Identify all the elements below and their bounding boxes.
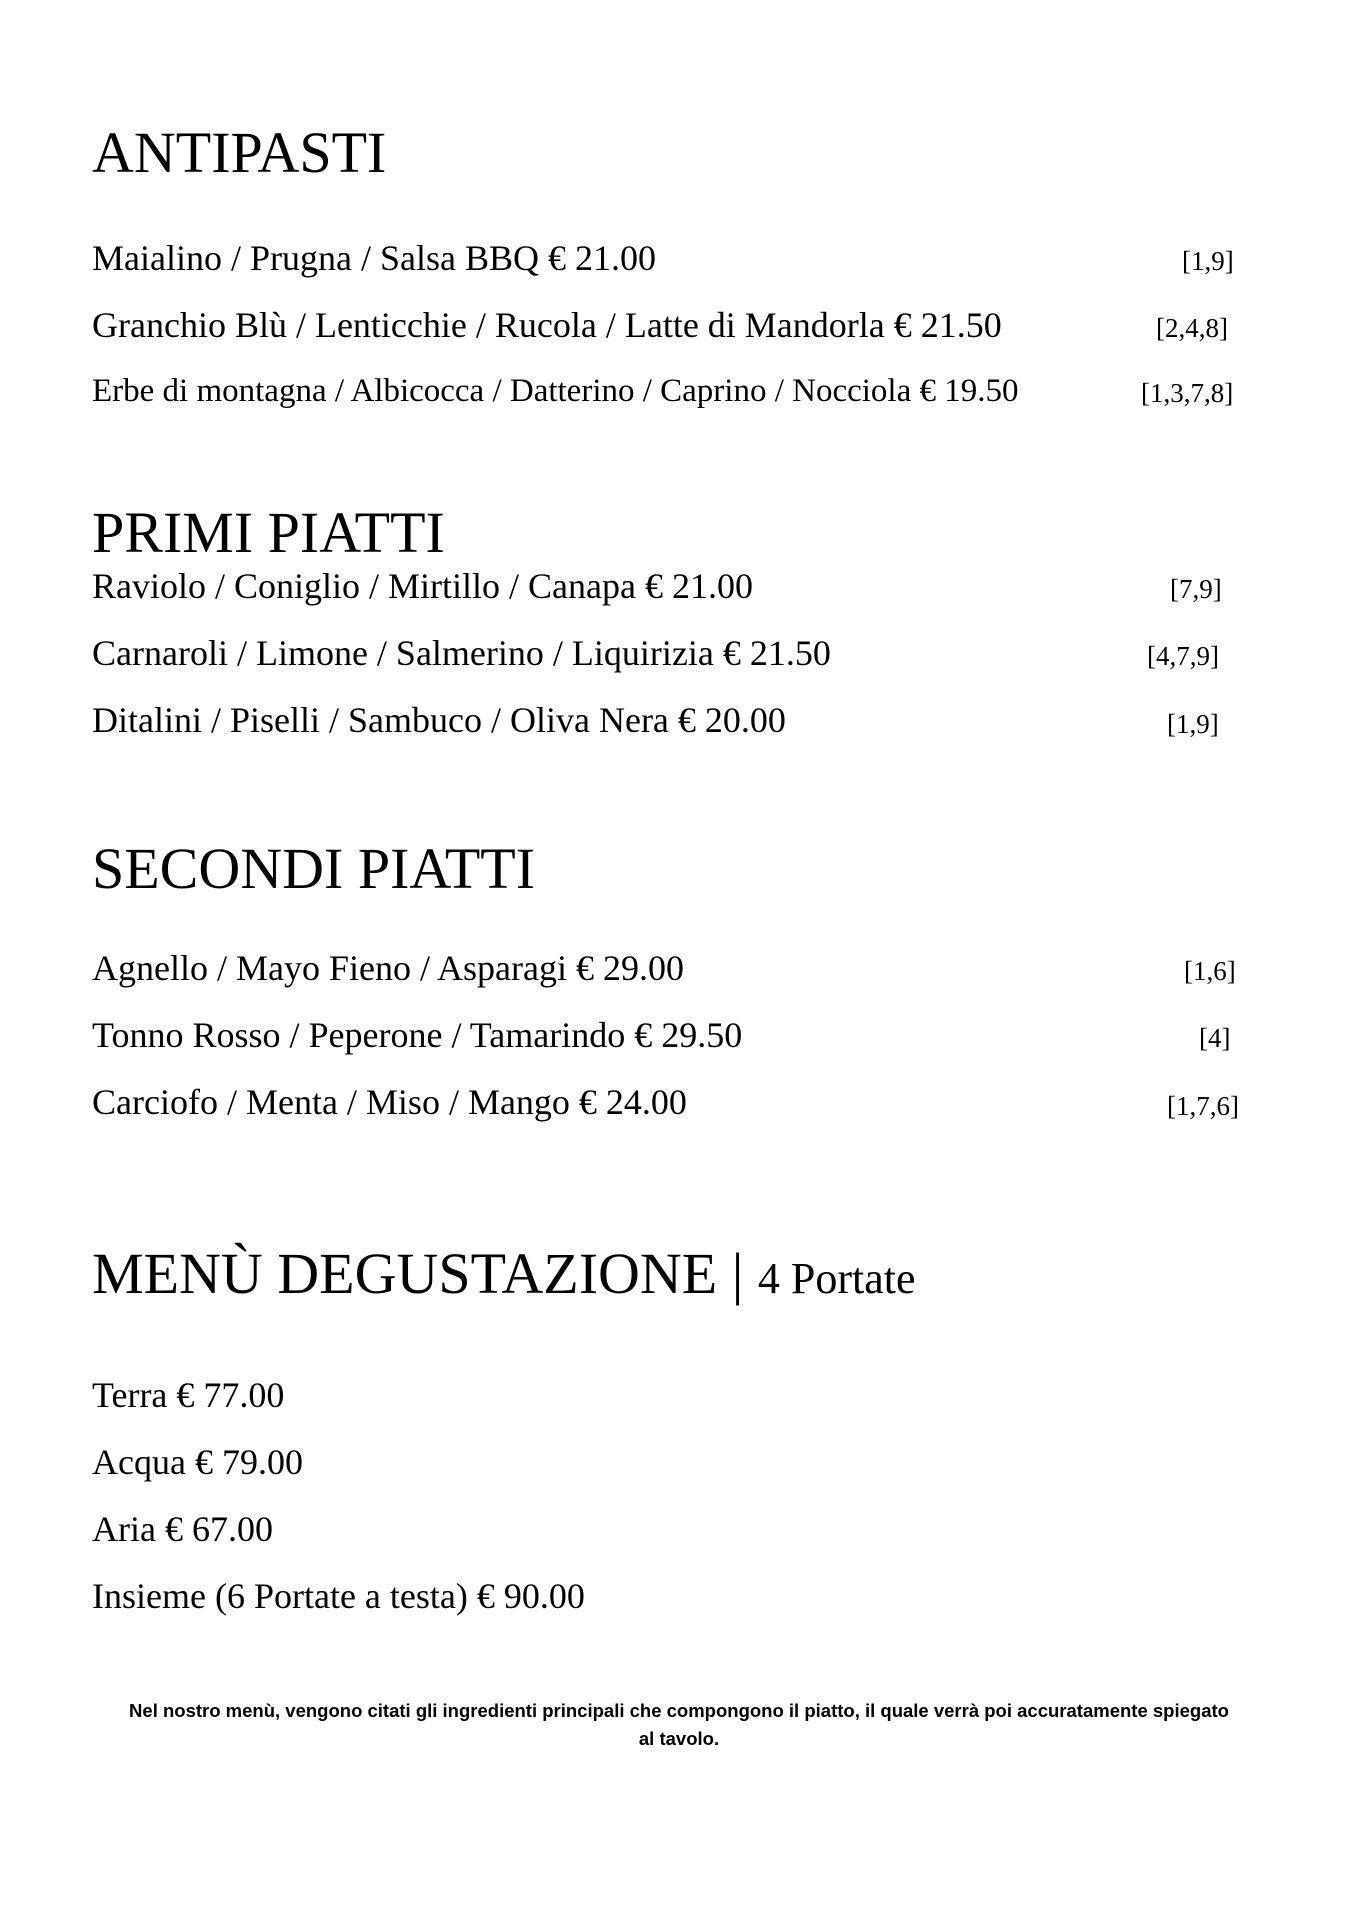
tasting-menu-item: Terra € 77.00 [92,1375,285,1415]
menu-item: Carciofo / Menta / Miso / Mango € 24.00 [92,1082,687,1122]
allergen-codes: [2,4,8] [1156,313,1228,343]
section-title-text: MENÙ DEGUSTAZIONE | [92,1241,758,1306]
section-title-menu-degustazione [92,1241,916,1306]
menu-item: Maialino / Prugna / Salsa BBQ € 21.00 [92,238,656,278]
menu-item: Tonno Rosso / Peperone / Tamarindo € 29.50 [92,1015,743,1055]
allergen-codes: [1,9] [1182,246,1234,276]
allergen-codes: [4,7,9] [1147,641,1219,671]
allergen-codes: [7,9] [1170,574,1222,604]
section-subtitle: 4 Portate [757,1254,916,1303]
tasting-menu-item: Acqua € 79.00 [92,1442,303,1482]
menu-item: Carnaroli / Limone / Salmerino / Liquirizia € 21.50 [92,633,831,673]
section-title-antipasti: ANTIPASTI [92,120,387,185]
footnote: Nel nostro menù, vengono citati gli ingredienti principali che compongono il piatto, il quale verrà poi accuratamente spiegato al tavolo. [129,1700,1229,1749]
tasting-menu-item: Aria € 67.00 [92,1509,273,1549]
menu-item: Erbe di montagna / Albicocca / Datterino / Caprino / Nocciola € 19.50 [92,373,1019,409]
tasting-menu-item: Insieme (6 Portate a testa) € 90.00 [92,1576,585,1616]
section-title-secondi-piatti: SECONDI PIATTI [92,836,536,901]
allergen-codes: [1,7,6] [1167,1091,1239,1121]
menu-item: Agnello / Mayo Fieno / Asparagi € 29.00 [92,948,684,988]
menu-item: Granchio Blù / Lenticchie / Rucola / Latte di Mandorla € 21.50 [92,305,1002,345]
allergen-codes: [4] [1199,1023,1231,1053]
allergen-codes: [1,6] [1184,956,1236,986]
allergen-codes: [1,3,7,8] [1141,378,1234,408]
menu-item: Ditalini / Piselli / Sambuco / Oliva Nera € 20.00 [92,700,786,740]
allergen-codes: [1,9] [1167,709,1219,739]
menu-item: Raviolo / Coniglio / Mirtillo / Canapa € 21.00 [92,566,753,606]
section-title-primi-piatti: PRIMI PIATTI [92,500,445,565]
